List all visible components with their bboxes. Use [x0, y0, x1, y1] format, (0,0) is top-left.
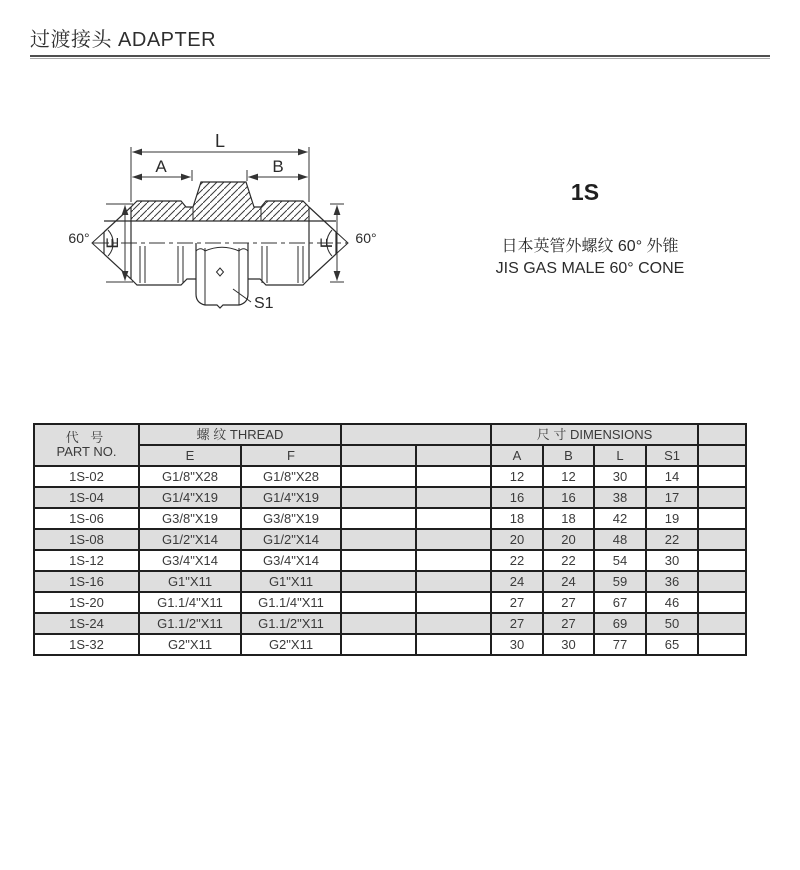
col-group-thread: 螺 纹 THREAD — [139, 424, 341, 445]
product-desc-en: JIS GAS MALE 60° CONE — [495, 260, 685, 277]
cell-a: 30 — [491, 634, 543, 655]
cell-f: G1/2"X14 — [241, 529, 341, 550]
cell-l: 48 — [594, 529, 646, 550]
cell-blank2 — [416, 571, 491, 592]
part-no-label-cn: 代 号 — [65, 430, 108, 446]
col-group-dimensions: 尺 寸 DIMENSIONS — [491, 424, 698, 445]
cell-blank3 — [698, 571, 746, 592]
spec-table — [33, 423, 747, 656]
cell-blank1 — [341, 529, 416, 550]
cell-blank2 — [416, 592, 491, 613]
cell-blank3 — [698, 508, 746, 529]
cell-part: 1S-32 — [34, 634, 139, 655]
col-header-s1: S1 — [646, 445, 698, 466]
part-no-label-en: PART NO. — [56, 444, 117, 459]
cell-l: 69 — [594, 613, 646, 634]
cell-part: 1S-20 — [34, 592, 139, 613]
cell-l: 30 — [594, 466, 646, 487]
col-header-blank-2 — [416, 445, 491, 466]
cell-b: 20 — [543, 529, 594, 550]
product-code: 1S — [570, 179, 600, 205]
dim-label-l: L — [214, 131, 226, 151]
table-row — [34, 508, 746, 529]
cell-part: 1S-16 — [34, 571, 139, 592]
dim-label-b: B — [272, 157, 284, 176]
cell-l: 42 — [594, 508, 646, 529]
table-row — [34, 592, 746, 613]
table-row — [34, 487, 746, 508]
cell-blank1 — [341, 508, 416, 529]
cell-a: 18 — [491, 508, 543, 529]
cell-blank1 — [341, 466, 416, 487]
cell-blank2 — [416, 487, 491, 508]
product-desc-cn: 日本英管外螺纹 60° 外锥 — [501, 238, 679, 255]
table-row — [34, 529, 746, 550]
thread-lines — [140, 246, 303, 283]
hex-nut — [196, 243, 248, 308]
col-header-part-no — [34, 424, 139, 466]
angle-label-right: 60° — [355, 230, 377, 246]
cell-f: G1/4"X19 — [241, 487, 341, 508]
cell-l: 59 — [594, 571, 646, 592]
dim-label-s1: S1 — [254, 295, 274, 312]
cell-blank1 — [341, 487, 416, 508]
angle-label-left: 60° — [68, 230, 90, 246]
cell-blank3 — [698, 529, 746, 550]
cell-blank3 — [698, 487, 746, 508]
cell-part: 1S-12 — [34, 550, 139, 571]
cell-s1: 65 — [646, 634, 698, 655]
cell-e: G1"X11 — [139, 571, 241, 592]
cell-a: 27 — [491, 592, 543, 613]
col-header-blank-1 — [341, 445, 416, 466]
cell-blank1 — [341, 571, 416, 592]
cell-part: 1S-24 — [34, 613, 139, 634]
cell-f: G3/4"X14 — [241, 550, 341, 571]
cell-e: G1.1/4"X11 — [139, 592, 241, 613]
cell-s1: 17 — [646, 487, 698, 508]
col-header-blank-3 — [698, 445, 746, 466]
dim-label-f: F — [317, 237, 336, 249]
cell-blank2 — [416, 613, 491, 634]
cell-s1: 19 — [646, 508, 698, 529]
header-row-1 — [34, 424, 746, 445]
cell-blank1 — [341, 613, 416, 634]
col-header-b: B — [543, 445, 594, 466]
dim-label-a: A — [155, 157, 167, 176]
cell-b: 22 — [543, 550, 594, 571]
cell-part: 1S-06 — [34, 508, 139, 529]
cell-a: 20 — [491, 529, 543, 550]
table-body — [34, 466, 746, 655]
table-row — [34, 466, 746, 487]
col-header-e: E — [139, 445, 241, 466]
table-row — [34, 634, 746, 655]
cell-f: G2"X11 — [241, 634, 341, 655]
cell-l: 38 — [594, 487, 646, 508]
header-row-2 — [34, 445, 746, 466]
cell-s1: 46 — [646, 592, 698, 613]
cell-e: G1.1/2"X11 — [139, 613, 241, 634]
cell-part: 1S-08 — [34, 529, 139, 550]
cell-blank1 — [341, 592, 416, 613]
table-row — [34, 613, 746, 634]
cell-l: 54 — [594, 550, 646, 571]
cell-e: G2"X11 — [139, 634, 241, 655]
cell-l: 77 — [594, 634, 646, 655]
cell-b: 27 — [543, 592, 594, 613]
cell-blank2 — [416, 550, 491, 571]
table-row — [34, 571, 746, 592]
cell-a: 24 — [491, 571, 543, 592]
cell-a: 12 — [491, 466, 543, 487]
cell-blank1 — [341, 550, 416, 571]
cell-blank2 — [416, 634, 491, 655]
cell-blank3 — [698, 592, 746, 613]
col-group-blank — [341, 424, 491, 445]
cell-f: G1/8"X28 — [241, 466, 341, 487]
cell-f: G1"X11 — [241, 571, 341, 592]
cell-s1: 22 — [646, 529, 698, 550]
cell-b: 18 — [543, 508, 594, 529]
col-header-f: F — [241, 445, 341, 466]
cell-blank3 — [698, 466, 746, 487]
cell-e: G1/4"X19 — [139, 487, 241, 508]
cell-blank3 — [698, 634, 746, 655]
cell-s1: 50 — [646, 613, 698, 634]
cell-b: 12 — [543, 466, 594, 487]
cell-l: 67 — [594, 592, 646, 613]
cell-f: G1.1/4"X11 — [241, 592, 341, 613]
cell-b: 16 — [543, 487, 594, 508]
cell-b: 30 — [543, 634, 594, 655]
cell-blank2 — [416, 508, 491, 529]
cell-b: 27 — [543, 613, 594, 634]
cell-s1: 14 — [646, 466, 698, 487]
cell-e: G1/2"X14 — [139, 529, 241, 550]
col-header-l: L — [594, 445, 646, 466]
table-row — [34, 550, 746, 571]
cell-a: 22 — [491, 550, 543, 571]
cell-s1: 30 — [646, 550, 698, 571]
technical-drawing — [55, 118, 415, 323]
dim-label-e: E — [103, 237, 122, 249]
cell-blank3 — [698, 550, 746, 571]
cell-part: 1S-04 — [34, 487, 139, 508]
cell-a: 16 — [491, 487, 543, 508]
cell-blank1 — [341, 634, 416, 655]
cell-e: G3/8"X19 — [139, 508, 241, 529]
cell-a: 27 — [491, 613, 543, 634]
title-divider — [30, 55, 770, 59]
cell-f: G3/8"X19 — [241, 508, 341, 529]
cell-blank3 — [698, 613, 746, 634]
cell-b: 24 — [543, 571, 594, 592]
page-title: 过渡接头 ADAPTER — [30, 29, 217, 51]
cell-e: G1/8"X28 — [139, 466, 241, 487]
cell-f: G1.1/2"X11 — [241, 613, 341, 634]
cell-blank2 — [416, 529, 491, 550]
cell-blank2 — [416, 466, 491, 487]
col-group-blank-right — [698, 424, 746, 445]
cell-s1: 36 — [646, 571, 698, 592]
cell-part: 1S-02 — [34, 466, 139, 487]
cell-e: G3/4"X14 — [139, 550, 241, 571]
col-header-a: A — [491, 445, 543, 466]
